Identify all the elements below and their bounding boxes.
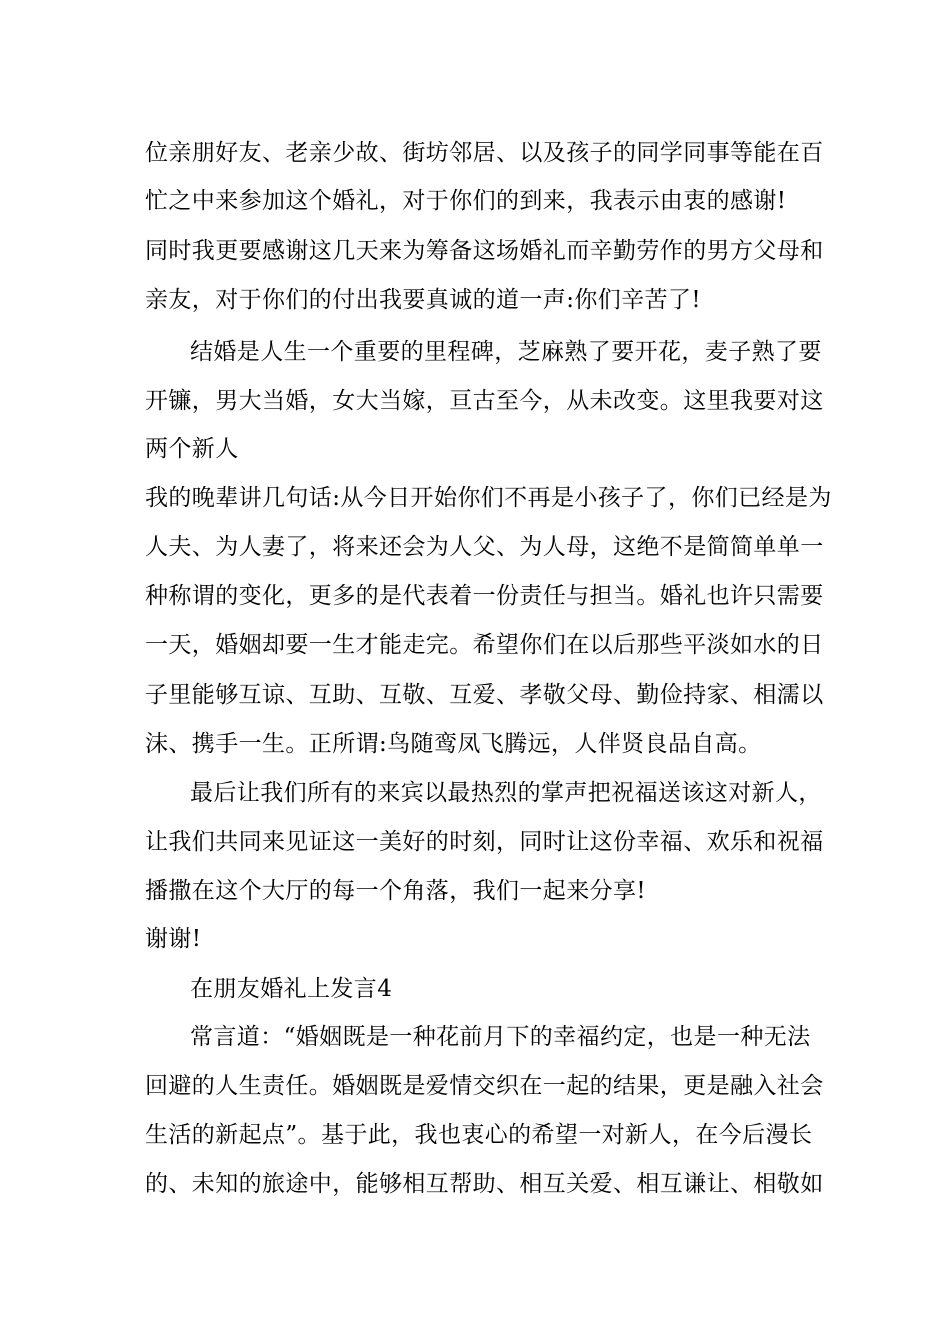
text-line: 忙之中来参加这个婚礼，对于你们的到来，我表示由衷的感谢! [145,188,787,214]
text-line: 的、未知的旅途中，能够相互帮助、相互关爱、相互谦让、相敬如 [145,1171,824,1197]
text-line: 两个新人 [145,436,239,462]
text-line: 子里能够互谅、互助、互敬、互爱、孝敬父母、勤俭持家、相濡以 [145,682,824,708]
text-line: 我的晚辈讲几句话:从今日开始你们不再是小孩子了，你们已经是为 [145,485,832,511]
text-line: 常言道：“婚姻既是一种花前月下的幸福约定，也是一种无法 [190,1024,811,1050]
text-line: 亲友，对于你们的付出我要真诚的道一声:你们辛苦了! [145,287,701,313]
text-line: 人夫、为人妻了，将来还会为人父、为人母，这绝不是简简单单一 [145,534,824,560]
text-line: 开镰，男大当婚，女大当嫁，亘古至今，从未改变。这里我要对这 [145,388,824,414]
text-line: 同时我更要感谢这几天来为筹备这场婚礼而辛勤劳作的男方父母和 [145,238,824,264]
section-heading: 在朋友婚礼上发言4 [190,976,393,1002]
text-line: 播撒在这个大厅的每一个角落，我们一起来分享! [145,878,647,904]
text-line: 最后让我们所有的来宾以最热烈的掌声把祝福送该这对新人， [190,780,822,806]
text-line: 回避的人生责任。婚姻既是爱情交织在一起的结果，更是融入社会 [145,1073,824,1099]
text-line: 一天，婚姻却要一生才能走完。希望你们在以后那些平淡如水的日 [145,632,824,658]
text-line: 位亲朋好友、老亲少故、街坊邻居、以及孩子的同学同事等能在百 [145,140,824,166]
text-line: 生活的新起点”。基于此，我也衷心的希望一对新人，在今后漫长 [145,1122,813,1148]
text-line: 谢谢! [145,926,202,952]
text-line: 种称谓的变化，更多的是代表着一份责任与担当。婚礼也许只需要 [145,583,824,609]
text-line: 沫、携手一生。正所谓:鸟随鸾凤飞腾远，人伴贤良品自高。 [145,731,762,757]
text-line: 让我们共同来见证这一美好的时刻，同时让这份幸福、欢乐和祝福 [145,829,824,855]
text-line: 结婚是人生一个重要的里程碑，芝麻熟了要开花，麦子熟了要 [190,339,822,365]
